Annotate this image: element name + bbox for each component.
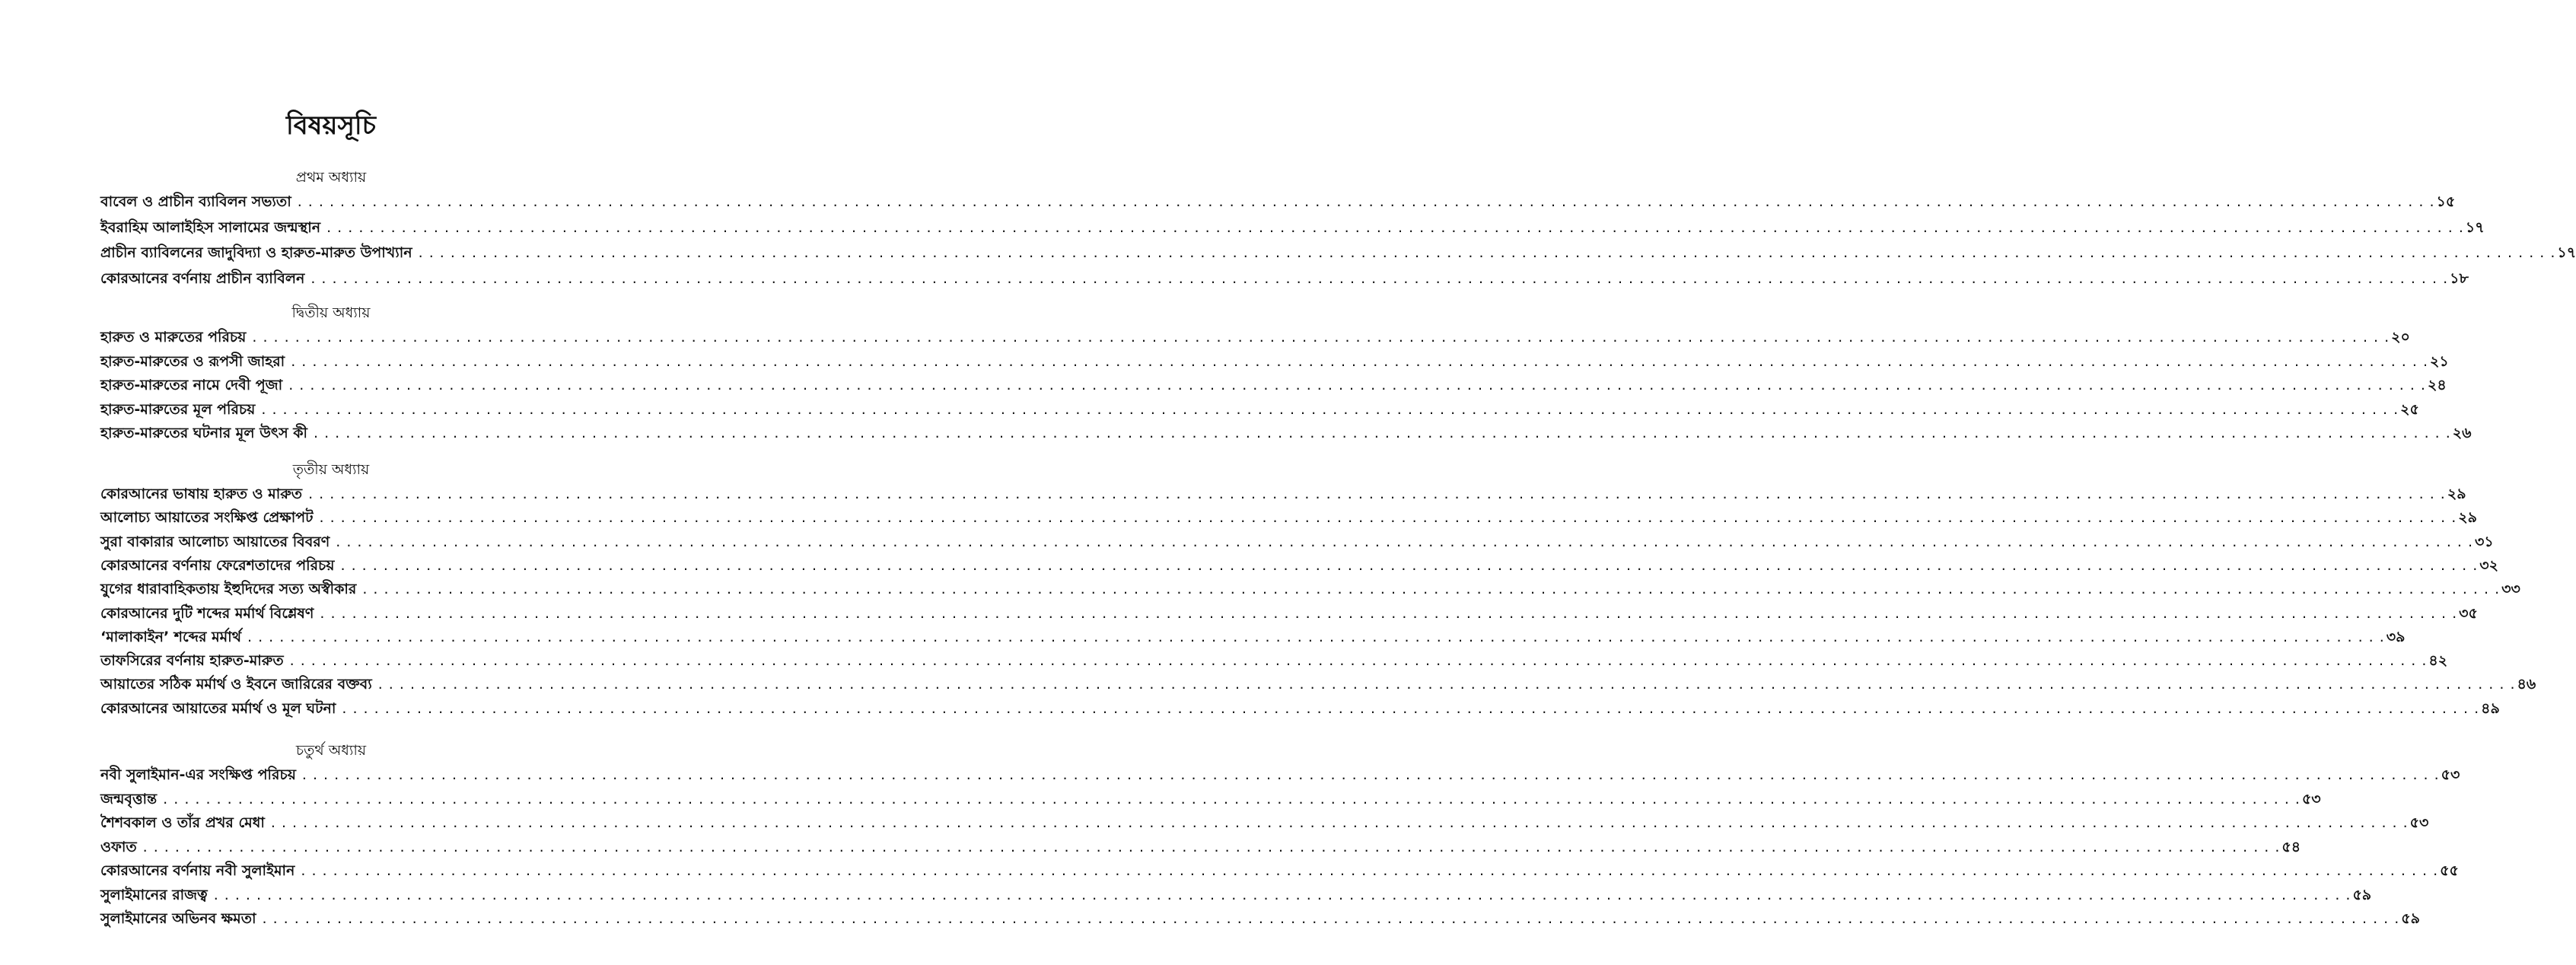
dot-leader: . . . . . . . . . . . . . . . . . . . . . . . . . . . . . . . . . . . . . . . . . . . . . . . . . . . . . . . . . . . . . . . . . . . . . . . . . . . . . . . . . . . . . . . . . . . . . . . . . . . . . . . . . . . . . . . . . . . . . . . . . . . . . . . . . . . . . . . . . . . . . . . . . . . . . . . . . . . . . . . . . . . . . . . . . . . . . . . . . . . . . . . . . . . . . . . . . . . . . . . . [163, 791, 2301, 807]
toc-entry [100, 626, 2406, 648]
toc-entry [100, 697, 2500, 720]
toc-entry [100, 216, 2485, 239]
entry-title: সুরা বাকারার আলোচ্য আয়াতের বিবরণ [100, 533, 330, 550]
toc-entry [100, 398, 2419, 421]
dot-leader: . . . . . . . . . . . . . . . . . . . . . . . . . . . . . . . . . . . . . . . . . . . . . . . . . . . . . . . . . . . . . . . . . . . . . . . . . . . . . . . . . . . . . . . . . . . . . . . . . . . . . . . . . . . . . . . . . . . . . . . . . . . . . . . . . . . . . . . . . . . . . . . . . . . . . . . . . . . . . . . . . . . . . . . . . . . . . . . . . . . . . . . . . . . . . . . . . . . . . . . . [289, 652, 2428, 669]
toc-entry [100, 884, 2372, 906]
dot-leader: . . . . . . . . . . . . . . . . . . . . . . . . . . . . . . . . . . . . . . . . . . . . . . . . . . . . . . . . . . . . . . . . . . . . . . . . . . . . . . . . . . . . . . . . . . . . . . . . . . . . . . . . . . . . . . . . . . . . . . . . . . . . . . . . . . . . . . . . . . . . . . . . . . . . . . . . . . . . . . . . . . . . . . . . . . . . . . . . . . . . . . . . . . . . . . . . . . . . . . . . [142, 839, 2281, 855]
dot-leader: . . . . . . . . . . . . . . . . . . . . . . . . . . . . . . . . . . . . . . . . . . . . . . . . . . . . . . . . . . . . . . . . . . . . . . . . . . . . . . . . . . . . . . . . . . . . . . . . . . . . . . . . . . . . . . . . . . . . . . . . . . . . . . . . . . . . . . . . . . . . . . . . . . . . . . . . . . . . . . . . . . . . . . . . . . . . . . . . . . . . . . . . . . . . . . . . . . . . . . . . [326, 219, 2464, 236]
toc-entry [100, 482, 2466, 505]
entry-title: সুলাইমানের অভিনব ক্ষমতা [100, 910, 256, 927]
entry-page-number: ২৬ [2452, 425, 2472, 441]
entry-title: বাবেল ও প্রাচীন ব্যাবিলন সভ্যতা [100, 193, 291, 210]
entry-page-number: ৫৩ [2301, 791, 2321, 807]
dot-leader: . . . . . . . . . . . . . . . . . . . . . . . . . . . . . . . . . . . . . . . . . . . . . . . . . . . . . . . . . . . . . . . . . . . . . . . . . . . . . . . . . . . . . . . . . . . . . . . . . . . . . . . . . . . . . . . . . . . . . . . . . . . . . . . . . . . . . . . . . . . . . . . . . . . . . . . . . . . . . . . . . . . . . . . . . . . . . . . . . . . . . . . . . . . . . . . . . . . . . . . . [301, 766, 2440, 783]
toc-entry [100, 267, 2469, 290]
entry-page-number: ৫৪ [2281, 839, 2301, 855]
dot-leader: . . . . . . . . . . . . . . . . . . . . . . . . . . . . . . . . . . . . . . . . . . . . . . . . . . . . . . . . . . . . . . . . . . . . . . . . . . . . . . . . . . . . . . . . . . . . . . . . . . . . . . . . . . . . . . . . . . . . . . . . . . . . . . . . . . . . . . . . . . . . . . . . . . . . . . . . . . . . . . . . . . . . . . . . . . . . . . . . . . . . . . . . . . . . . . . . . . . . . . . . [262, 910, 2400, 927]
entry-page-number: ২৯ [2458, 509, 2477, 526]
entry-page-number: ২০ [2391, 329, 2410, 346]
entry-page-number: ৫৩ [2409, 814, 2429, 831]
dot-leader: . . . . . . . . . . . . . . . . . . . . . . . . . . . . . . . . . . . . . . . . . . . . . . . . . . . . . . . . . . . . . . . . . . . . . . . . . . . . . . . . . . . . . . . . . . . . . . . . . . . . . . . . . . . . . . . . . . . . . . . . . . . . . . . . . . . . . . . . . . . . . . . . . . . . . . . . . . . . . . . . . . . . . . . . . . . . . . . . . . . . . . . . . . . . . . . . . . . . . . . . [297, 193, 2435, 210]
entry-page-number: ৫৫ [2440, 862, 2459, 879]
toc-entry [100, 554, 2498, 577]
entry-title: প্রাচীন ব্যাবিলনের জাদুবিদ্যা ও হারুত-মারুত উপাখ্যান [100, 244, 412, 261]
entry-page-number: ১৮ [2450, 270, 2469, 287]
entry-page-number: ১৭ [2557, 244, 2576, 261]
entry-page-number: ৩৫ [2459, 605, 2478, 622]
toc-entry [100, 422, 2472, 444]
entry-title: কোরআনের বর্ণনায় ফেরেশতাদের পরিচয় [100, 557, 335, 574]
entry-title: কোরআনের ভাষায় হারুত ও মারুত [100, 486, 303, 502]
dot-leader: . . . . . . . . . . . . . . . . . . . . . . . . . . . . . . . . . . . . . . . . . . . . . . . . . . . . . . . . . . . . . . . . . . . . . . . . . . . . . . . . . . . . . . . . . . . . . . . . . . . . . . . . . . . . . . . . . . . . . . . . . . . . . . . . . . . . . . . . . . . . . . . . . . . . . . . . . . . . . . . . . . . . . . . . . . . . . . . . . . . . . . . . . . . . . . . . . . . . . . . . [288, 377, 2426, 393]
toc-entry [100, 530, 2494, 553]
dot-leader: . . . . . . . . . . . . . . . . . . . . . . . . . . . . . . . . . . . . . . . . . . . . . . . . . . . . . . . . . . . . . . . . . . . . . . . . . . . . . . . . . . . . . . . . . . . . . . . . . . . . . . . . . . . . . . . . . . . . . . . . . . . . . . . . . . . . . . . . . . . . . . . . . . . . . . . . . . . . . . . . . . . . . . . . . . . . . . . . . . . . . . . . . . . . . . . . . . . . . . . . [247, 629, 2385, 645]
entry-page-number: ৫৯ [2352, 887, 2372, 903]
toc-entry [100, 763, 2460, 786]
dot-leader: . . . . . . . . . . . . . . . . . . . . . . . . . . . . . . . . . . . . . . . . . . . . . . . . . . . . . . . . . . . . . . . . . . . . . . . . . . . . . . . . . . . . . . . . . . . . . . . . . . . . . . . . . . . . . . . . . . . . . . . . . . . . . . . . . . . . . . . . . . . . . . . . . . . . . . . . . . . . . . . . . . . . . . . . . . . . . . . . . . . . . . . . . . . . . . . . . . . . . . . . [213, 887, 2352, 903]
dot-leader: . . . . . . . . . . . . . . . . . . . . . . . . . . . . . . . . . . . . . . . . . . . . . . . . . . . . . . . . . . . . . . . . . . . . . . . . . . . . . . . . . . . . . . . . . . . . . . . . . . . . . . . . . . . . . . . . . . . . . . . . . . . . . . . . . . . . . . . . . . . . . . . . . . . . . . . . . . . . . . . . . . . . . . . . . . . . . . . . . . . . . . . . . . . . . . . . . . . . . . . . [308, 486, 2446, 502]
entry-page-number: ১৫ [2436, 193, 2456, 210]
entry-title: হারুত-মারুতের মূল পরিচয় [100, 401, 256, 418]
entry-title: হারুত-মারুতের ও রূপসী জাহরা [100, 353, 285, 370]
entry-page-number: ৫৯ [2401, 910, 2420, 927]
dot-leader: . . . . . . . . . . . . . . . . . . . . . . . . . . . . . . . . . . . . . . . . . . . . . . . . . . . . . . . . . . . . . . . . . . . . . . . . . . . . . . . . . . . . . . . . . . . . . . . . . . . . . . . . . . . . . . . . . . . . . . . . . . . . . . . . . . . . . . . . . . . . . . . . . . . . . . . . . . . . . . . . . . . . . . . . . . . . . . . . . . . . . . . . . . . . . . . . . . . . . . . . [319, 509, 2457, 526]
toc-entry [100, 859, 2459, 882]
entry-title: আলোচ্য আয়াতের সংক্ষিপ্ত প্রেক্ষাপট [100, 509, 314, 526]
entry-title: ‘মালাকাইন’ শব্দের মর্মার্থ [100, 629, 242, 645]
entry-title: ইবরাহিম আলাইহিস সালামের জন্মস্থান [100, 219, 321, 236]
toc-entry [100, 602, 2478, 625]
toc-entry [100, 907, 2420, 930]
toc-entry [100, 649, 2448, 672]
dot-leader: . . . . . . . . . . . . . . . . . . . . . . . . . . . . . . . . . . . . . . . . . . . . . . . . . . . . . . . . . . . . . . . . . . . . . . . . . . . . . . . . . . . . . . . . . . . . . . . . . . . . . . . . . . . . . . . . . . . . . . . . . . . . . . . . . . . . . . . . . . . . . . . . . . . . . . . . . . . . . . . . . . . . . . . . . . . . . . . . . . . . . . . . . . . . . . . . . . . . . . . . [301, 862, 2439, 879]
entry-page-number: ২৫ [2400, 401, 2419, 418]
entry-title: জন্মবৃত্তান্ত [100, 791, 158, 807]
entry-title: ওফাত [100, 839, 137, 855]
page-title: বিষয়সূচি [286, 110, 376, 141]
toc-entry [100, 374, 2447, 397]
dot-leader: . . . . . . . . . . . . . . . . . . . . . . . . . . . . . . . . . . . . . . . . . . . . . . . . . . . . . . . . . . . . . . . . . . . . . . . . . . . . . . . . . . . . . . . . . . . . . . . . . . . . . . . . . . . . . . . . . . . . . . . . . . . . . . . . . . . . . . . . . . . . . . . . . . . . . . . . . . . . . . . . . . . . . . . . . . . . . . . . . . . . . . . . . . . . . . . . . . . . . . . . [310, 270, 2449, 287]
toc-entry [100, 578, 2520, 600]
chapter-heading: তৃতীয় অধ্যায় [292, 461, 370, 478]
entry-title: কোরআনের বর্ণনায় প্রাচীন ব্যাবিলন [100, 270, 305, 287]
toc-entry [100, 836, 2301, 858]
dot-leader: . . . . . . . . . . . . . . . . . . . . . . . . . . . . . . . . . . . . . . . . . . . . . . . . . . . . . . . . . . . . . . . . . . . . . . . . . . . . . . . . . . . . . . . . . . . . . . . . . . . . . . . . . . . . . . . . . . . . . . . . . . . . . . . . . . . . . . . . . . . . . . . . . . . . . . . . . . . . . . . . . . . . . . . . . . . . . . . . . . . . . . . . . . . . . . . . . . . . . . . . [336, 533, 2474, 550]
entry-title: নবী সুলাইমান-এর সংক্ষিপ্ত পরিচয় [100, 766, 296, 783]
dot-leader: . . . . . . . . . . . . . . . . . . . . . . . . . . . . . . . . . . . . . . . . . . . . . . . . . . . . . . . . . . . . . . . . . . . . . . . . . . . . . . . . . . . . . . . . . . . . . . . . . . . . . . . . . . . . . . . . . . . . . . . . . . . . . . . . . . . . . . . . . . . . . . . . . . . . . . . . . . . . . . . . . . . . . . . . . . . . . . . . . . . . . . . . . . . . . . . . . . . . . . . . [362, 581, 2501, 597]
dot-leader: . . . . . . . . . . . . . . . . . . . . . . . . . . . . . . . . . . . . . . . . . . . . . . . . . . . . . . . . . . . . . . . . . . . . . . . . . . . . . . . . . . . . . . . . . . . . . . . . . . . . . . . . . . . . . . . . . . . . . . . . . . . . . . . . . . . . . . . . . . . . . . . . . . . . . . . . . . . . . . . . . . . . . . . . . . . . . . . . . . . . . . . . . . . . . . . . . . . . . . . . [418, 244, 2556, 261]
entry-page-number: ৩২ [2479, 557, 2498, 574]
toc-entry [100, 788, 2321, 811]
entry-title: শৈশবকাল ও তাঁর প্রখর মেধা [100, 814, 265, 831]
toc-entry [100, 673, 2536, 696]
entry-title: কোরআনের বর্ণনায় নবী সুলাইমান [100, 862, 295, 879]
dot-leader: . . . . . . . . . . . . . . . . . . . . . . . . . . . . . . . . . . . . . . . . . . . . . . . . . . . . . . . . . . . . . . . . . . . . . . . . . . . . . . . . . . . . . . . . . . . . . . . . . . . . . . . . . . . . . . . . . . . . . . . . . . . . . . . . . . . . . . . . . . . . . . . . . . . . . . . . . . . . . . . . . . . . . . . . . . . . . . . . . . . . . . . . . . . . . . . . . . . . . . . . [252, 329, 2390, 346]
toc-entry [100, 811, 2429, 834]
dot-leader: . . . . . . . . . . . . . . . . . . . . . . . . . . . . . . . . . . . . . . . . . . . . . . . . . . . . . . . . . . . . . . . . . . . . . . . . . . . . . . . . . . . . . . . . . . . . . . . . . . . . . . . . . . . . . . . . . . . . . . . . . . . . . . . . . . . . . . . . . . . . . . . . . . . . . . . . . . . . . . . . . . . . . . . . . . . . . . . . . . . . . . . . . . . . . . . . . . . . . . . . [320, 605, 2458, 622]
entry-title: কোরআনের দুটি শব্দের মর্মার্থ বিশ্লেষণ [100, 605, 314, 622]
entry-title: কোরআনের আয়াতের মর্মার্থ ও মূল ঘটনা [100, 700, 336, 717]
entry-page-number: ৫৩ [2441, 766, 2460, 783]
entry-page-number: ২১ [2429, 353, 2449, 370]
chapter-heading: চতুর্থ অধ্যায় [295, 742, 367, 759]
entry-page-number: ৩৯ [2386, 629, 2406, 645]
toc-entry [100, 350, 2449, 373]
chapter-heading: প্রথম অধ্যায় [295, 169, 367, 186]
entry-page-number: ২৪ [2427, 377, 2447, 393]
toc-entry [100, 241, 2576, 264]
entry-title: তাফসিরের বর্ণনায় হারুত-মারুত [100, 652, 284, 669]
chapter-heading: দ্বিতীয় অধ্যায় [291, 304, 371, 321]
entry-page-number: ৪৬ [2517, 676, 2536, 693]
dot-leader: . . . . . . . . . . . . . . . . . . . . . . . . . . . . . . . . . . . . . . . . . . . . . . . . . . . . . . . . . . . . . . . . . . . . . . . . . . . . . . . . . . . . . . . . . . . . . . . . . . . . . . . . . . . . . . . . . . . . . . . . . . . . . . . . . . . . . . . . . . . . . . . . . . . . . . . . . . . . . . . . . . . . . . . . . . . . . . . . . . . . . . . . . . . . . . . . . . . . . . . . [313, 425, 2451, 441]
entry-page-number: ৪২ [2428, 652, 2448, 669]
entry-page-number: ৩১ [2475, 533, 2494, 550]
dot-leader: . . . . . . . . . . . . . . . . . . . . . . . . . . . . . . . . . . . . . . . . . . . . . . . . . . . . . . . . . . . . . . . . . . . . . . . . . . . . . . . . . . . . . . . . . . . . . . . . . . . . . . . . . . . . . . . . . . . . . . . . . . . . . . . . . . . . . . . . . . . . . . . . . . . . . . . . . . . . . . . . . . . . . . . . . . . . . . . . . . . . . . . . . . . . . . . . . . . . . . . . [270, 814, 2409, 831]
dot-leader: . . . . . . . . . . . . . . . . . . . . . . . . . . . . . . . . . . . . . . . . . . . . . . . . . . . . . . . . . . . . . . . . . . . . . . . . . . . . . . . . . . . . . . . . . . . . . . . . . . . . . . . . . . . . . . . . . . . . . . . . . . . . . . . . . . . . . . . . . . . . . . . . . . . . . . . . . . . . . . . . . . . . . . . . . . . . . . . . . . . . . . . . . . . . . . . . . . . . . . . . [377, 676, 2516, 693]
dot-leader: . . . . . . . . . . . . . . . . . . . . . . . . . . . . . . . . . . . . . . . . . . . . . . . . . . . . . . . . . . . . . . . . . . . . . . . . . . . . . . . . . . . . . . . . . . . . . . . . . . . . . . . . . . . . . . . . . . . . . . . . . . . . . . . . . . . . . . . . . . . . . . . . . . . . . . . . . . . . . . . . . . . . . . . . . . . . . . . . . . . . . . . . . . . . . . . . . . . . . . . . [340, 557, 2479, 574]
entry-title: সুলাইমানের রাজত্ব [100, 887, 208, 903]
entry-page-number: ২৯ [2447, 486, 2466, 502]
entry-page-number: ১৭ [2465, 219, 2485, 236]
dot-leader: . . . . . . . . . . . . . . . . . . . . . . . . . . . . . . . . . . . . . . . . . . . . . . . . . . . . . . . . . . . . . . . . . . . . . . . . . . . . . . . . . . . . . . . . . . . . . . . . . . . . . . . . . . . . . . . . . . . . . . . . . . . . . . . . . . . . . . . . . . . . . . . . . . . . . . . . . . . . . . . . . . . . . . . . . . . . . . . . . . . . . . . . . . . . . . . . . . . . . . . . [291, 353, 2428, 370]
toc-entry [100, 506, 2477, 529]
dot-leader: . . . . . . . . . . . . . . . . . . . . . . . . . . . . . . . . . . . . . . . . . . . . . . . . . . . . . . . . . . . . . . . . . . . . . . . . . . . . . . . . . . . . . . . . . . . . . . . . . . . . . . . . . . . . . . . . . . . . . . . . . . . . . . . . . . . . . . . . . . . . . . . . . . . . . . . . . . . . . . . . . . . . . . . . . . . . . . . . . . . . . . . . . . . . . . . . . . . . . . . . [261, 401, 2399, 418]
dot-leader: . . . . . . . . . . . . . . . . . . . . . . . . . . . . . . . . . . . . . . . . . . . . . . . . . . . . . . . . . . . . . . . . . . . . . . . . . . . . . . . . . . . . . . . . . . . . . . . . . . . . . . . . . . . . . . . . . . . . . . . . . . . . . . . . . . . . . . . . . . . . . . . . . . . . . . . . . . . . . . . . . . . . . . . . . . . . . . . . . . . . . . . . . . . . . . . . . . . . . . . . [342, 700, 2480, 717]
entry-title: হারুত-মারুতের ঘটনার মূল উৎস কী [100, 425, 307, 441]
entry-page-number: ৪৯ [2481, 700, 2500, 717]
entry-title: আয়াতের সঠিক মর্মার্থ ও ইবনে জারিরের বক্তব্য [100, 676, 372, 693]
entry-title: যুগের ধারাবাহিকতায় ইহুদিদের সত্য অস্বীকার [100, 581, 357, 597]
toc-entry [100, 326, 2410, 349]
entry-title: হারুত ও মারুতের পরিচয় [100, 329, 247, 346]
toc-entry [100, 190, 2456, 213]
entry-page-number: ৩৩ [2501, 581, 2520, 597]
entry-title: হারুত-মারুতের নামে দেবী পূজা [100, 377, 283, 393]
